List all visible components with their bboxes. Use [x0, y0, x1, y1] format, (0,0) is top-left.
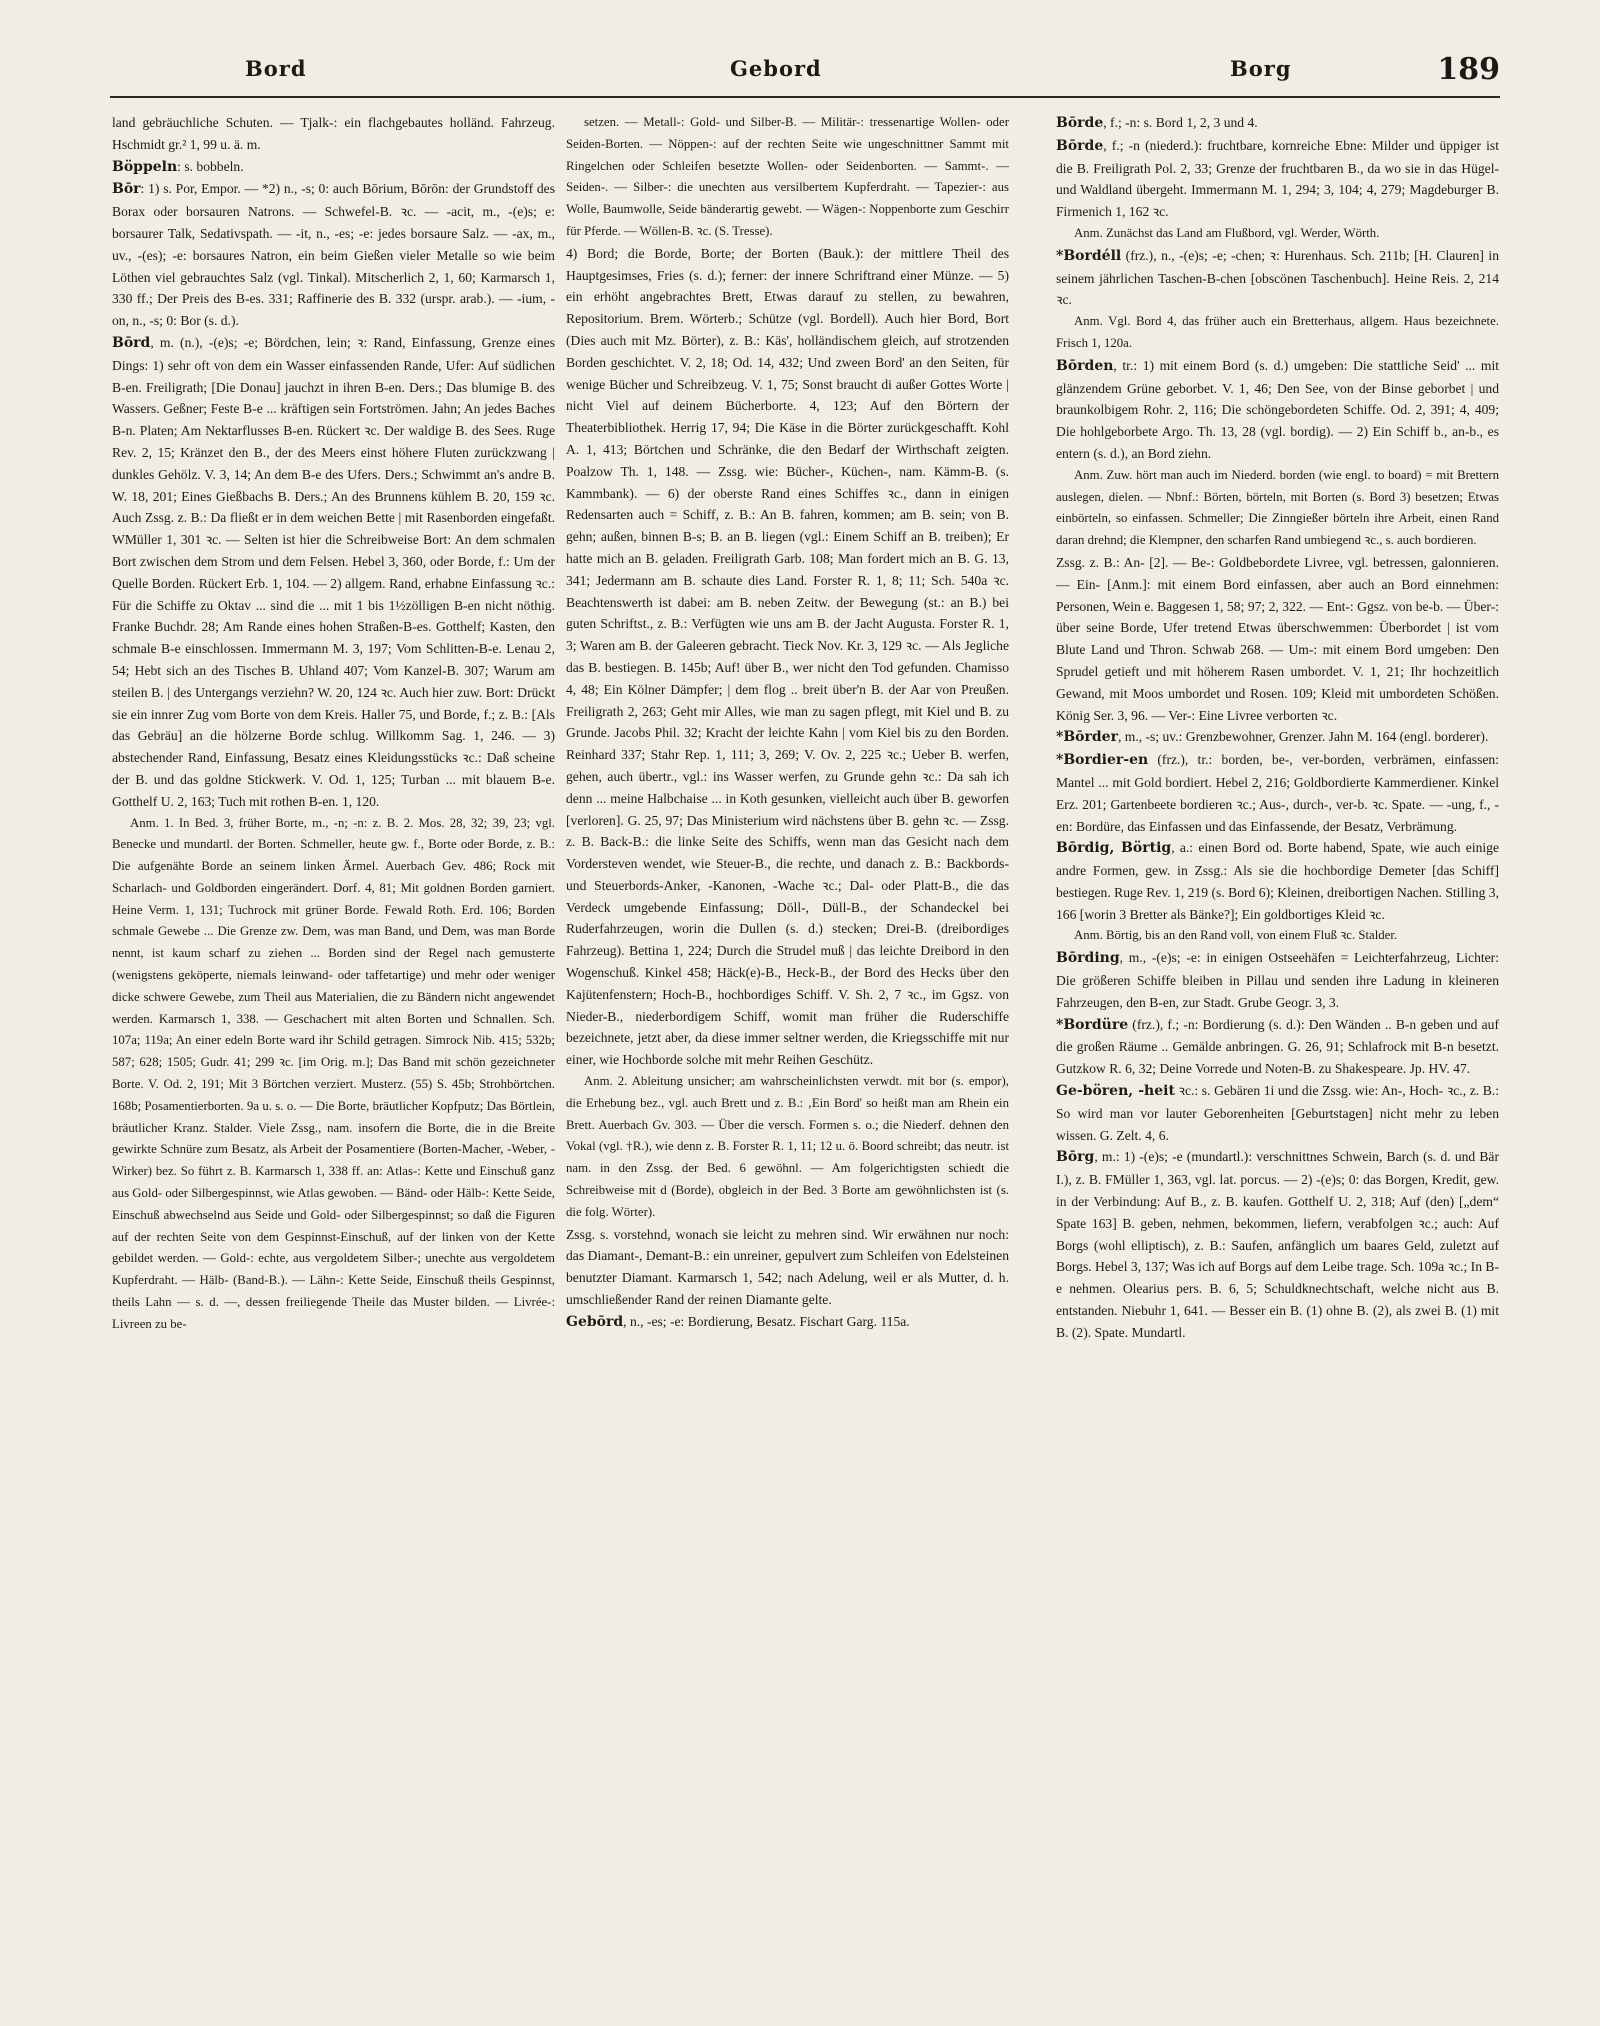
- center-guide-word: Gebord: [730, 56, 822, 81]
- column-3: [1056, 112, 1499, 1992]
- entry-headword: Bōrdig, Börtig: [1056, 840, 1172, 857]
- entry-headword: Böppeln: [112, 158, 178, 175]
- annotation-paragraph: [1056, 925, 1499, 947]
- page-number: 189: [1437, 52, 1500, 87]
- entry-text: , m., -s; uv.: Grenzbewohner, Grenzer. Jahn M. 164 (engl. borderer).: [1117, 729, 1489, 745]
- dictionary-entry: [112, 112, 555, 156]
- dictionary-entry: [112, 178, 555, 332]
- entry-text: Anm. Zunächst das Land am Flußbord, vgl. Werder, Wörth.: [1074, 225, 1380, 240]
- entry-text: , tr.: 1) mit einem Bord (s. d.) umgeben: Die stattliche Seid' ... mit glänzendem Grüne geborbet. V. 1, 46; Den See, von der Binse geborbet | und braunkolbigem Rohr. 2, 116; Die schöngebordeten Schiffe. Od. 2, 391; 4, 409; Die hohlgeborbete Argo. Th. 13, 28 (vgl. bordig). — 2) Ein Schiff b., an-b., es entern (s. d.), an Bord ziehn.: [1056, 357, 1499, 461]
- entry-headword: Bōrd: [112, 334, 151, 351]
- dictionary-entry: [1056, 749, 1499, 837]
- dictionary-entry: [1056, 135, 1499, 223]
- header-rule: [110, 96, 1500, 98]
- entry-headword: *Bordüre: [1056, 1016, 1129, 1033]
- entry-text: (frz.), tr.: borden, be-, ver-borden, verbrämen, einfassen: Mantel ... mit Gold bordiert. Hebel 2, 216; Goldbordierte Kammerdiener. Kinkel Erz. 201; Gartenbeete bordieren ꝛc.; Aus-, durch-, ver-b. ꝛc. Spate. — -ung, f., -en: Bordüre, das Einfassen und das Einfassende, der Besatz, Verbrämung.: [1056, 752, 1499, 834]
- entry-text: (frz.), n., -(e)s; -e; -chen; ꝛ: Hurenhaus. Sch. 211b; [H. Clauren] in seinem jährlichen Taschen-B-chen [obscönen Taschenbuch]. Heine Reis. 2, 214 ꝛc.: [1056, 247, 1499, 308]
- dictionary-entry: [566, 243, 1009, 1071]
- dictionary-entry: [1056, 245, 1499, 311]
- dictionary-entry: [112, 332, 555, 813]
- entry-headword: Ge-bören, -heit: [1056, 1083, 1175, 1100]
- annotation-paragraph: [1056, 465, 1499, 552]
- annotation-paragraph: [1056, 223, 1499, 245]
- entry-text: : s. bobbeln.: [177, 158, 244, 174]
- entry-headword: *Bordéll: [1056, 247, 1122, 264]
- entry-headword: Bōr: [112, 181, 141, 198]
- entry-headword: Bōrden: [1056, 357, 1114, 374]
- dictionary-entry: [1056, 552, 1499, 726]
- column-1: [112, 112, 555, 1992]
- column-2: [566, 112, 1009, 1992]
- entry-text: , m.: 1) -(e)s; -e (mundartl.): verschnittnes Schwein, Barch (s. d. und Bär I.), z. B. FMüller 1, 363, vgl. lat. porcus. — 2) -(e)s; 0: das Borgen, Kredit, gew. in der Verbindung: Auf B., z. B. kaufen. Gotthelf U. 2, 318; Auf (den) [„dem“ Spate 163] B. geben, nehmen, bekommen, liefern, verabfolgen ꝛc.; auch: Auf Borgs (wohl elliptisch), z. B.: Saufen, anfänglich um baares Geld, zuletzt auf Borgs. Hebel 3, 137; Was ich auf Borgs auf dem Leibe trage. Sch. 109a ꝛc.; In B-e nehmen. Olearius pers. B. 6, 5; Schuldknechtschaft, welche nicht aus B. entstanden. Niebuhr 1, 641. — Besser ein B. (1) ohne B. (2), als zwei B. (1) mit B. (2). Spate. Mundartl.: [1056, 1149, 1499, 1340]
- dictionary-entry: [1056, 726, 1499, 749]
- entry-headword: Bōrding: [1056, 950, 1120, 967]
- entry-text: Anm. Vgl. Bord 4, das früher auch ein Bretterhaus, allgem. Haus bezeichnete. Frisch 1, 120a.: [1056, 314, 1499, 350]
- dictionary-entry: [1056, 1014, 1499, 1080]
- entry-headword: Gebōrd: [566, 1313, 624, 1330]
- entry-text: , f.; -n: s. Bord 1, 2, 3 und 4.: [1103, 115, 1258, 130]
- entry-text: , m. (n.), -(e)s; -e; Bördchen, lein; ꝛ: Rand, Einfassung, Grenze eines Dings: 1) sehr oft von dem ein Wasser einfassenden Rande, Ufer: Auf südlichen B-en. Freiligrath; [Die Donau] jauchzt in ihren B-en. Ders.; Das blumige B. des Wassers. Geßner; Feste B-e ... kräftigen sein Fortströmen. Jahn; An jedes Baches B-n. Platen; Am Nektarflusses B-en. Rückert ꝛc. Der waldige B. des Sees. Ruge Rev. 2, 15; Kränzet den B., der des Meers einst höhere Fluten zurückzwang | dunkles Gehölz. V. 3, 14; An dem B-e des Ufers. Ders.; Schwimmt an's andre B. W. 18, 201; Eines Gießbachs B. Ders.; An des Brunnens kühlem B. 20, 159 ꝛc. Auch Zssg. z. B.: Da fließt er in dem weichen Bette | mit Rasenborden eingefaßt. WMüller 1, 301 ꝛc. — Selten ist hier die Schreibweise Bort: An dem schmalen Bort zwischen dem Strom und dem Felsen. Hebel 3, 360, oder Borde, f.: Um der Quelle Borden. Rückert Erb. 1, 104. — 2) allgem. Rand, erhabne Einfassung ꝛc.: Für die Schiffe zu Oktav ... sind die ... mit 1 bis 1½zölligen B-en nicht nöthig. Franke Buchdr. 28; Am Rande eines hohen Straßen-B-es. Gotthelf; Kasten, den schmale B-e einschlossen. Immermann M. 3, 197; Vom Schlitten-B-e. Lenau 2, 54; Hebt sich an des Tisches B. Uhland 407; Vom Kanzel-B. 307; Warum am steilen B. | des Untergangs verziehn? W. 20, 124 ꝛc. Auch hier zuw. Bort: Drückt sie ein innrer Zug vom Borte von dem Kreis. Haller 75, und Borde, f.; z. B.: [Als das Gebräu] an die hölzerne Borde schlug. Willkomm Sag. 1, 246. — 3) abstechender Rand, Einfassung, Besatz eines Kleidungsstücks ꝛc.: Daß scheine der B. und das goldne Stickwerk. V. Od. 1, 125; Turban ... mit blauem B-e. Gotthelf U. 2, 163; Tuch mit rothen B-en. 1, 120.: [112, 334, 555, 809]
- annotation-paragraph: [566, 112, 1009, 243]
- entry-text: Anm. 2. Ableitung unsicher; am wahrscheinlichsten verwdt. mit bor (s. empor), die Erhebung bez., vgl. auch Brett und z. B.: ‚Ein Bord' so heißt man am Rhein ein Brett. Auerbach Gv. 303. — Über die versch. Formen s. o.; die Niederf. dehnen den Vokal (vgl. †R.), wie denn z. B. Forster R. 1, 11; 12 u. ö. Boord schreibt; das neutr. ist nam. in den Zssg. der Bed. 6 gewöhnl. — Am folgerichtigsten schiedt die Schreibweise mit d (Borde), obgleich in der Bed. 3 Borte am gewöhnlichsten ist (s. die folg. Wörter).: [566, 1074, 1009, 1219]
- entry-text: : 1) s. Por, Empor. — *2) n., -s; 0: auch Bōrium, Bōrōn: der Grundstoff des Borax oder borsauren Natrons. — Schwefel-B. ꝛc. — -acit, m., -(e)s; e: borsaurer Talk, Sedativspath. — -it, n., -es; -e: jedes borsaure Salz. — -ax, m., uv., -(es); -e: borsaures Natron, ein beim Gießen vieler Metalle so wie beim Löthen viel gebrauchtes Salz (vgl. Tinkal). Mitscherlich 2, 1, 60; Karmarsch 1, 330 ff.; Der Preis des B-es. 331; Raffinerie des B. 332 (urspr. arab.). — -ium, -on, n., -s; 0: Bor (s. d.).: [112, 181, 555, 329]
- entry-headword: Bōrg: [1056, 1149, 1095, 1166]
- entry-text: Anm. Zuw. hört man auch im Niederd. borden (wie engl. to board) = mit Brettern auslegen, dielen. — Nbnf.: Börten, börteln, mit Borten (s. Bord 3) besetzen; Etwas einbörteln, so einfassen. Schmeller; Die Zinngießer börteln ihre Arbeit, einen Rand daran drehnd; die Klempner, den scharfen Rand umbiegend ꝛc., s. auch bordieren.: [1056, 467, 1499, 548]
- dictionary-entry: [1056, 112, 1499, 135]
- entry-headword: Bōrde: [1056, 137, 1104, 154]
- dictionary-entry: [1056, 355, 1499, 465]
- dictionary-entry: [1056, 1146, 1499, 1343]
- entry-headword: *Bordier-en: [1056, 752, 1149, 769]
- dictionary-entry: [112, 156, 555, 179]
- dictionary-entry: [566, 1224, 1009, 1311]
- left-guide-word: Bord: [245, 56, 307, 81]
- entry-text: Anm. Börtig, bis an den Rand voll, von einem Fluß ꝛc. Stalder.: [1074, 928, 1398, 943]
- entry-text: ꝛc.: s. Gebären 1i und die Zssg. wie: An-, Hoch- ꝛc., z. B.: So wird man vor lauter Geborenheiten [Geburtstagen] nicht mehr zu leben wissen. G. Zelt. 4, 6.: [1056, 1083, 1499, 1143]
- right-guide-word: Borg: [1230, 56, 1292, 81]
- entry-text: , n., -es; -e: Bordierung, Besatz. Fischart Garg. 115a.: [623, 1313, 910, 1329]
- dictionary-entry: [566, 1311, 1009, 1334]
- dictionary-entry: [1056, 1080, 1499, 1146]
- entry-text: Anm. 1. In Bed. 3, früher Borte, m., -n; -n: z. B. 2. Mos. 28, 32; 39, 23; vgl. Benecke und mundartl. der Borten. Schmeller, heute gw. f., Borte oder Borde, z. B.: Die aufgenähte Borde an seinem linken Ärmel. Auerbach Gev. 486; Rock mit Scharlach- und Goldborden eingerändert. Dorf. 4, 81; Mit goldnen Borden garniert. Heine Verm. 1, 131; Tuchrock mit grüner Borde. Fewald Roth. Erd. 106; Borden schmale Gewebe ... Die Grenze zw. Dem, was man Band, und Dem, was man Borde nennt, ist kaum scharf zu ziehen ... Borden sind der Regel nach gemusterte (wenigstens geköperte, niemals leinwand- oder taffetartige) und mehr oder weniger dicke schwere Gewebe, zum Theil aus Materialien, die zu Bändern nicht angewendet werden. Karmarsch 1, 338. — Geschachert mit alten Borten und Schnallen. Sch. 107a; 119a; An einer edeln Borte ward ihr Schild getragen. Simrock Nib. 415; 532b; 587; 628; 1505; Gudr. 41; 299 ꝛc. [im Orig. m.]; Das Band mit schön gezeichneter Borte. V. Od. 2, 191; Mit 3 Börtchen verziert. Musterz. (55) S. 45b; Strohbörtchen. 168b; Posamentierborten. 9a u. s. o. — Die Borte, bräutlicher Kopfputz; Das Börtlein, bräutlicher Kranz. Stalder. Viele Zssg., nam. insofern die Borte, die in die Breite gewirkte Schnüre zum Besatz, als Arbeit der Posamentiere (Borten-Macher, -Weber, -Wirker) bez. So führt z. B. Karmarsch 1, 338 ff. an: Atlas-: Kette und Einschuß ganz aus Gold- oder Silbergespinnst, wie Atlas gewoben. — Bänd- oder Hälb-: Kette Seide, Einschuß abwechselnd aus Seide und Gold- oder Silbergespinnst; so daß die Figuren auf der rechten Seite von dem Gespinnst-Einschuß, auf der linken von der Kette gebildet werden. — Gold-: echte, aus vergoldetem Silber-; unechte aus vergoldetem Kupferdraht. — Hälb- (Band-B.). — Lähn-: Kette Seide, Einschuß theils Gespinnst, theils Lahn — s. d. —, dessen freiliegende Theile das Muster bilden. — Livrée-: Livreen zu be-: [112, 815, 555, 1331]
- entry-text: , a.: einen Bord od. Borte habend, Spate, wie auch einige andre Formen, gew. in Zssg.: Als sie die hochbordige Demeter [das Schiff] bestiegen. Ruge Rev. 1, 219 (s. Bord 6); Kleinen, dreibortigen Nachen. Stilling 3, 166 [worin 3 Bretter als Bänke?]; Ein goldbortiges Kleid ꝛc.: [1056, 840, 1499, 922]
- dictionary-entry: [1056, 947, 1499, 1013]
- entry-text: , f.; -n (niederd.): fruchtbare, kornreiche Ebne: Milder und üppiger ist die B. Freiligrath Pol. 2, 33; Grenze der fruchtbaren B., da wo sie in das Hügel- und Waldland übergeht. Immermann M. 1, 294; 3, 104; 4, 279; Magdeburger B. Firmenich 1, 162 ꝛc.: [1056, 137, 1499, 220]
- entry-text: land gebräuchliche Schuten. — Tjalk-: ein flachgebautes holländ. Fahrzeug. Hschmidt gr.² 1, 99 u. ä. m.: [112, 115, 555, 152]
- annotation-paragraph: [112, 813, 555, 1336]
- entry-headword: *Bōrder: [1056, 729, 1118, 746]
- entry-text: setzen. — Metall-: Gold- und Silber-B. — Militär-: tressenartige Wollen- oder Seiden-Borten. — Nöppen-: auf der rechten Seite wie ungeschnittner Sammt mit Ringelchen oder Schleifen besetzte Wollen- oder Seidenborten. — Sammt-. — Seiden-. — Silber-: die unechten aus versilbertem Kupferdraht. — Tapezier-: aus Wolle, Baumwolle, Seide bänderartig gewebt. — Wägen-: Noppenborte zum Geschirr für Pferde. — Wöllen-B. ꝛc. (S. Tresse).: [566, 115, 1009, 238]
- annotation-paragraph: [566, 1071, 1009, 1224]
- annotation-paragraph: [1056, 311, 1499, 355]
- entry-text: (frz.), f.; -n: Bordierung (s. d.): Den Wänden .. B-n geben und auf die großen Räume .. Gemälde anbringen. G. 26, 91; Schlafrock mit B-n besetzt. Gutzkow R. 6, 32; Deine Vorrede und Noten-B. zu Shakespeare. Jp. HV. 47.: [1056, 1016, 1499, 1077]
- running-header: [110, 52, 1500, 92]
- entry-text: Zssg. s. vorstehnd, wonach sie leicht zu mehren sind. Wir erwähnen nur noch: das Diamant-, Demant-B.: ein unreiner, gepulvert zum Schleifen von Edelsteinen benutzter Diamant. Karmarsch 1, 542; nach Adelung, weil er als Mutter, d. h. umschließender Rand der reinen Diamante gelte.: [566, 1226, 1009, 1308]
- dictionary-entry: [1056, 837, 1499, 925]
- entry-text: 4) Bord; die Borde, Borte; der Borten (Bauk.): der mittlere Theil des Hauptgesimses, Fries (s. d.); ferner: der innere Schriftrand einer Münze. — 5) ein erhöht angebrachtes Brett, Etwas darauf zu stellen, zu bewahren, Repositorium. Brem. Wörterb.; Schütze (vgl. Bordell). Auch hier Bord, Bort (Dies auch mit Mz. Börter), z. B.: Käs', holländischem gleich, auf strotzenden Borden geschichtet. V. 2, 18; Od. 14, 432; Und zween Bord' an den Seiten, für wenige Bücher und Schreibzeug. V. 1, 75; Sonst braucht di außer Gottes Worte | nicht Viel auf deinem Bücherborte. 4, 123; Auf den Börtern der Theaterbibliothek. Herrig 17, 94; Die Käse in die Börter zurückgeschafft. Kohl A. 1, 413; Börtchen und Schränke, die den Bedarf der Wirthschaft zeigten. Poalzow Th. 1, 148. — Zssg. wie: Bücher-, Küchen-, nam. Kämm-B. (s. Kammbank). — 6) der oberste Rand eines Schiffes ꝛc., dann in einigen Redensarten auch = Schiff, z. B.: An B. fahren, kommen; am B. sein; von B. gehn; außen, binnen B-s; B. an B. liegen (vgl.: Einem Schiff an B. treiben); Er hatte mich an B. geladen. Freiligrath Garb. 108; Man fordert mich an B. G. 13, 341; Jedermann am B. schaute dies Land. Forster R. 1, 8; 11; Sch. 540a ꝛc. Beachtenswerth ist dabei: am B. neben Zeitw. der Bewegung (st.: an B.) bei guten Schriftst., z. B.: Verfügten wie uns am B. der Jacht Augusta. Forster R. 1, 3; Waren am B. der Galeeren gebracht. Tieck Nov. Kr. 3, 129 ꝛc. — Als Jegliche das B. bestiegen. B. 145b; Auf! über B., wer nicht den Tod gefunden. Chamisso 4, 48; Ein Kölner Dämpfer; | dem flog .. breit über'n B. der Aar von Preußen. Freiligrath 2, 263; Geht mir Alles, wie man zu sagen pflegt, mit Kiel und B. zu Grunde. Jacobs Phil. 32; Kracht der leichte Kahn | vom Kiel bis zu den Borden. Reinhard 337; Stahr Rep. 1, 111; 3, 269; V. Ov. 2, 225 ꝛc.; Ueber B. werfen, gehen, auch übertr., vgl.: ins Wasser werfen, zu Grunde gehn ꝛc.: Da sah ich denn ... meine Halbchaise ... in Koth gesunken, vielleicht auch über B. geworfen [verloren]. G. 25, 97; Das Ministerium wird nächstens über B. gehn ꝛc. — Zssg. z. B. Back-B.: die linke Seite des Schiffs, wenn man das Gesicht nach dem Vordersteven wendet, wie Steuer-B., die rechte, und danach z. B.: Backbords- und Steuerbords-Anker, -Kanonen, -Wache ꝛc.; Dal- oder Platt-B., die das Verdeck umgebende Einfassung; Döll-, Düll-B., der Schandeckel bei Ruderfahrzeugen, worin die Dullen (s. d.) stecken; Drei-B. (dreibordiges Fahrzeug). Bettina 1, 224; Durch die Strudel muß | das leichte Dreibord in den Wogenschuß. Kinkel 458; Häck(e)-B., Heck-B., der Bord des Hecks über den Kajütenfenstern; Hoch-B., hochbordiges Schiff. V. Sh. 2, 7 ꝛc., im Ggsz. von Nieder-B., niederbordigem Schiff, womit man früher die Ruderschiffe bezeichnete, jetzt aber, da diese immer seltner werden, die Kriegsschiffe mit nur einer, wie Hochborde solche mit mehr Reihen Geschütz.: [566, 245, 1009, 1068]
- entry-text: Zssg. z. B.: An- [2]. — Be-: Goldbebordete Livree, vgl. betressen, galonnieren. — Ein- [Anm.]: mit einem Bord einfassen, aber auch an Bord einnehmen: Personen, Wein e. Baggesen 1, 58; 97; 2, 322. — Ent-: Ggsz. von be-b. — Über-: über seine Borde, Ufer tretend Etwas überschwemmen: Überbordet | ist vom Blute Land und Thron. Schwab 268. — Um-: mit einem Bord umgeben: Den Sprudel getieft und mit höherem Rasen umbordet. V. 1, 21; Ihr hochzeitlich Gewand, mit Moos umbordet und Rosen. 109; Kleid mit umbordeten Schößen. König Ser. 3, 96. — Ver-: Eine Livree verborten ꝛc.: [1056, 554, 1499, 723]
- entry-text: , m., -(e)s; -e: in einigen Ostseehäfen = Leichterfahrzeug, Lichter: Die größeren Schiffe bleiben in Pillau und senden ihre Ladung in kleineren Fahrzeugen, den B-en, zur Stadt. Grube Geogr. 3, 3.: [1056, 950, 1499, 1010]
- entry-headword: Bōrde: [1056, 115, 1104, 131]
